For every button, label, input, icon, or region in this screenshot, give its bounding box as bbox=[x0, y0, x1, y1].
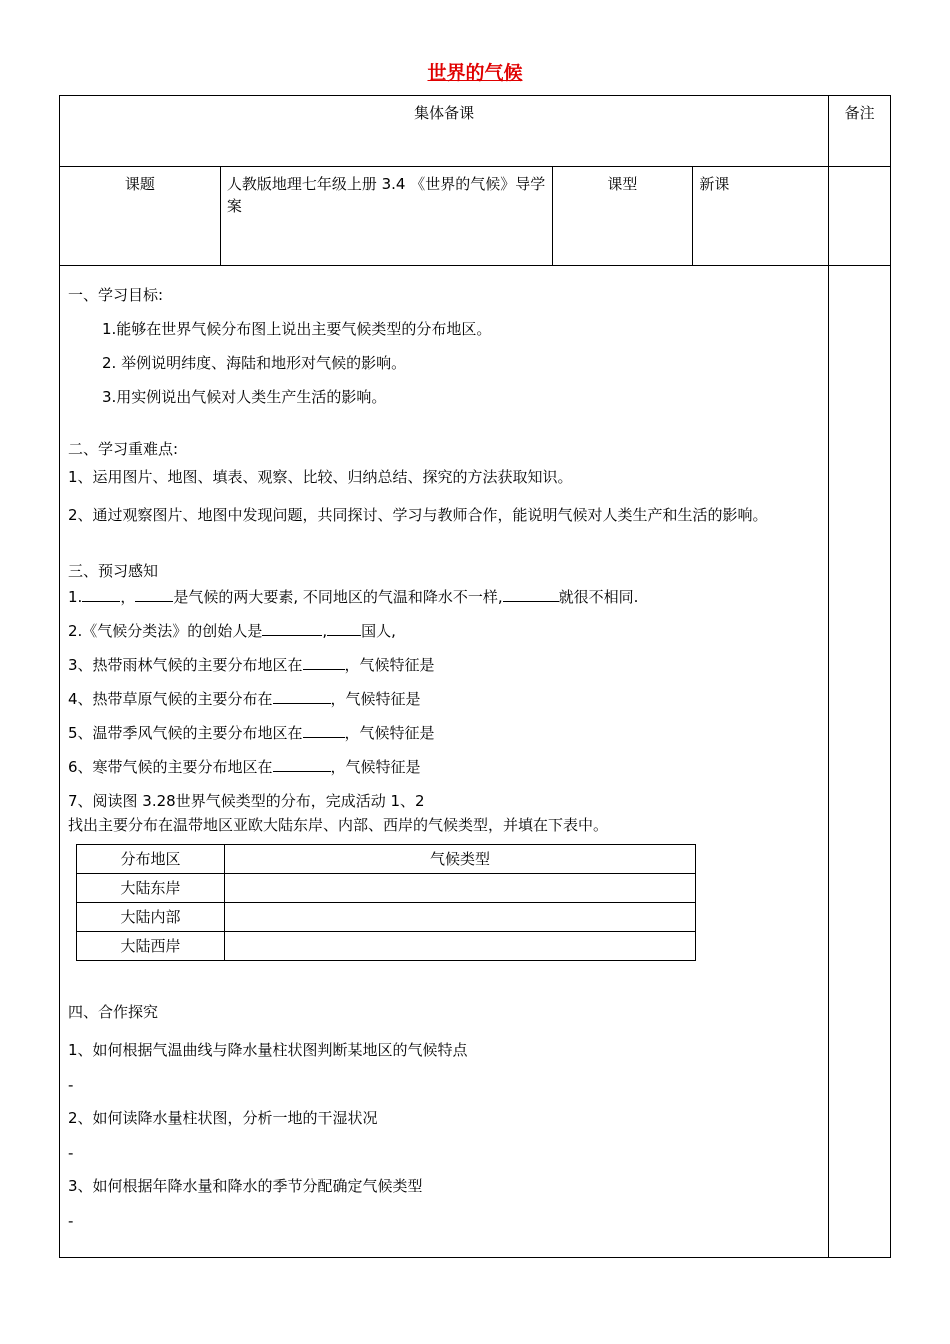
table-row: 大陆东岸 bbox=[77, 874, 696, 903]
answer-line: - bbox=[68, 1212, 74, 1230]
lesson-frame bbox=[59, 95, 891, 1258]
type-label: 课型 bbox=[552, 167, 693, 266]
difficulty-item-1: 1、运用图片、地图、填表、观察、比较、归纳总结、探究的方法获取知识。 bbox=[68, 468, 573, 486]
answer-blank[interactable] bbox=[303, 655, 345, 670]
preview-q4: 4、热带草原气候的主要分布在 ，气候特征是 bbox=[68, 690, 421, 708]
table-header-region: 分布地区 bbox=[77, 845, 225, 874]
section-2-heading: 二、学习重难点: bbox=[68, 440, 179, 458]
section-3-heading: 三、预习感知 bbox=[68, 562, 159, 580]
answer-blank[interactable] bbox=[327, 621, 361, 636]
table-header-climate: 气候类型 bbox=[225, 845, 696, 874]
answer-blank[interactable] bbox=[135, 587, 173, 602]
preview-q7: 7、阅读图 3.28世界气候类型的分布，完成活动 1、2 bbox=[68, 792, 425, 810]
notes-cell-meta bbox=[829, 167, 891, 266]
preview-q7-instruction: 找出主要分布在温带地区亚欧大陆东岸、内部、西岸的气候类型，并填在下表中。 bbox=[68, 816, 609, 834]
section-4-heading: 四、合作探究 bbox=[68, 1003, 159, 1021]
table-input-cell[interactable] bbox=[225, 874, 696, 903]
notes-header: 备注 bbox=[829, 96, 891, 167]
topic-value: 人教版地理七年级上册 3.4 《世界的气候》导学案 bbox=[220, 167, 552, 266]
answer-blank[interactable] bbox=[503, 587, 559, 602]
answer-line: - bbox=[68, 1144, 74, 1162]
prep-header: 集体备课 bbox=[60, 96, 829, 167]
climate-type-table bbox=[76, 844, 696, 961]
answer-blank[interactable] bbox=[273, 757, 331, 772]
notes-cell-body bbox=[829, 266, 891, 1258]
type-value: 新课 bbox=[693, 167, 829, 266]
table-row: 大陆内部 bbox=[77, 903, 696, 932]
goal-item-2: 2. 举例说明纬度、海陆和地形对气候的影响。 bbox=[102, 354, 407, 372]
goal-item-3: 3.用实例说出气候对人类生产生活的影响。 bbox=[102, 388, 387, 406]
preview-q5: 5、温带季风气候的主要分布地区在 ，气候特征是 bbox=[68, 724, 435, 742]
answer-blank[interactable] bbox=[82, 587, 120, 602]
answer-line: - bbox=[68, 1076, 74, 1094]
preview-q1: 1. ， 是气候的两大要素, 不同地区的气温和降水不一样, 就很不相同. bbox=[68, 588, 639, 606]
table-input-cell[interactable] bbox=[225, 903, 696, 932]
lesson-body bbox=[60, 266, 829, 1258]
answer-blank[interactable] bbox=[273, 689, 331, 704]
table-row: 大陆西岸 bbox=[77, 932, 696, 961]
preview-q6: 6、寒带气候的主要分布地区在 ，气候特征是 bbox=[68, 758, 421, 776]
preview-q3: 3、热带雨林气候的主要分布地区在 ，气候特征是 bbox=[68, 656, 435, 674]
preview-q2: 2.《气候分类法》的创始人是 , 国人, bbox=[68, 622, 396, 640]
table-input-cell[interactable] bbox=[225, 932, 696, 961]
inquiry-item-2: 2、如何读降水量柱状图，分析一地的干湿状况 bbox=[68, 1109, 378, 1127]
answer-blank[interactable] bbox=[303, 723, 345, 738]
section-1-heading: 一、学习目标: bbox=[68, 286, 164, 304]
document-title: 世界的气候 bbox=[427, 62, 523, 84]
difficulty-item-2: 2、通过观察图片、地图中发现问题，共同探讨、学习与教师合作，能说明气候对人类生产和生活的影响。 bbox=[68, 506, 768, 524]
inquiry-item-1: 1、如何根据气温曲线与降水量柱状图判断某地区的气候特点 bbox=[68, 1041, 468, 1059]
topic-label: 课题 bbox=[60, 167, 221, 266]
goal-item-1: 1.能够在世界气候分布图上说出主要气候类型的分布地区。 bbox=[102, 320, 492, 338]
inquiry-item-3: 3、如何根据年降水量和降水的季节分配确定气候类型 bbox=[68, 1177, 423, 1195]
answer-blank[interactable] bbox=[262, 621, 322, 636]
